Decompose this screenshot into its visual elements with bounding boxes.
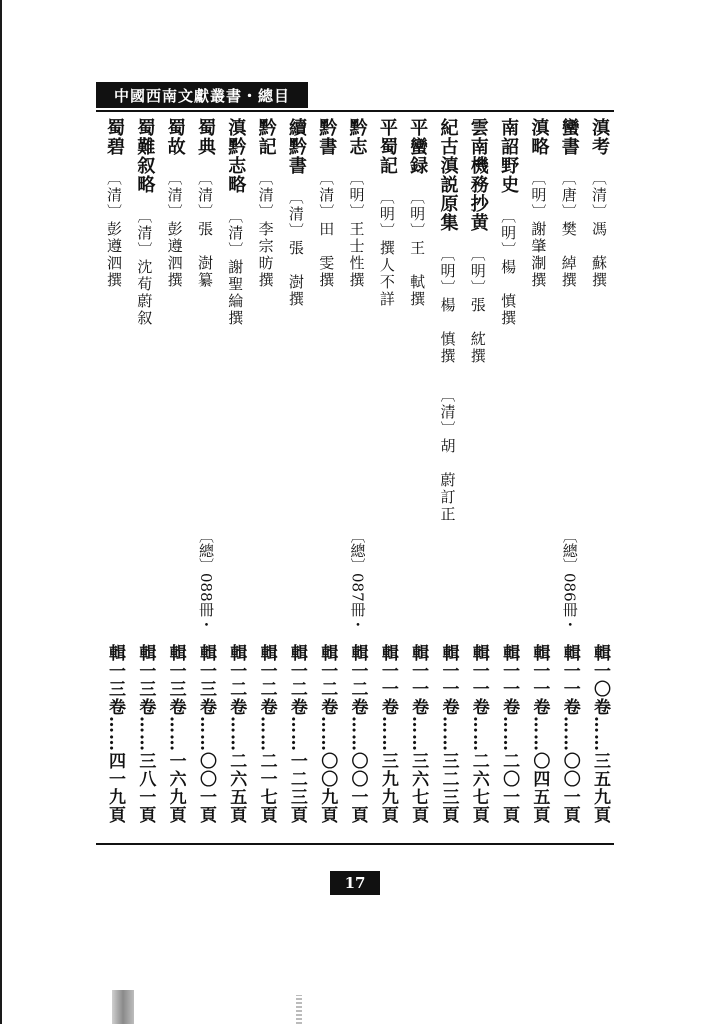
entry-title: 平蜀記 bbox=[376, 118, 398, 175]
catalog-entry bbox=[343, 114, 372, 840]
scan-artifact bbox=[112, 990, 134, 1024]
catalog-entry bbox=[373, 114, 402, 840]
page-edge bbox=[0, 0, 2, 1024]
volume-mark bbox=[161, 528, 190, 638]
entry-author: 〔明〕王 軾撰 bbox=[408, 189, 427, 308]
volume-mark bbox=[433, 528, 462, 638]
entry-title: 蜀碧 bbox=[104, 118, 125, 156]
catalog-entry bbox=[100, 114, 129, 840]
entry-author: 〔清〕田 雯撰 bbox=[317, 170, 336, 289]
entry-location: 輯一三卷……四一九頁 bbox=[105, 644, 125, 824]
entry-title: 蜀典 bbox=[194, 118, 216, 156]
entry-location: 輯一一卷……三六七頁 bbox=[408, 644, 429, 824]
entry-author: 〔明〕張 紞撰 bbox=[468, 246, 487, 365]
entry-location: 輯一一卷……〇〇一頁 bbox=[559, 644, 580, 824]
page-number bbox=[330, 871, 380, 895]
entry-location: 輯一二卷……一二三頁 bbox=[286, 644, 307, 824]
running-header bbox=[96, 82, 308, 108]
volume-mark bbox=[373, 528, 402, 638]
catalog-entry bbox=[585, 114, 614, 840]
entry-title: 雲南機務抄黄 bbox=[467, 118, 489, 232]
catalog-entry bbox=[312, 114, 341, 840]
volume-mark bbox=[282, 528, 311, 638]
catalog-entry bbox=[464, 114, 493, 840]
entry-location: 輯一〇卷……三五九頁 bbox=[590, 644, 610, 824]
entry-author: 〔明〕撰人不詳 bbox=[377, 189, 396, 308]
entry-location: 輯一二卷……二一七頁 bbox=[256, 644, 277, 824]
entry-author: 〔清〕李宗昉撰 bbox=[256, 170, 275, 289]
bottom-rule bbox=[96, 843, 614, 845]
entry-location: 輯一一卷……三九九頁 bbox=[377, 644, 398, 824]
entry-location: 輯一一卷……二〇一頁 bbox=[499, 644, 520, 824]
volume-mark: 〔總〕087冊・ bbox=[348, 528, 367, 632]
entry-author: 〔清〕彭遵泗撰 bbox=[105, 170, 123, 289]
entry-title: 滇考 bbox=[589, 118, 610, 156]
entry-location: 輯一一卷……二六七頁 bbox=[468, 644, 489, 824]
entry-title: 紀古滇説原集 bbox=[437, 118, 459, 232]
entry-author: 〔明〕楊 慎撰 bbox=[499, 208, 518, 327]
entry-title: 續黔書 bbox=[285, 118, 307, 175]
entry-title: 平蠻録 bbox=[407, 118, 429, 175]
page-number-text: 17 bbox=[344, 874, 366, 892]
entry-location: 輯一三卷……〇〇一頁 bbox=[195, 644, 216, 824]
volume-mark bbox=[494, 528, 523, 638]
entry-title: 南詔野史 bbox=[498, 118, 520, 194]
entry-author: 〔唐〕樊 綽撰 bbox=[559, 170, 578, 289]
entry-title: 黔志 bbox=[346, 118, 368, 156]
entry-location: 輯一三卷……一六九頁 bbox=[165, 644, 186, 824]
catalog-entry bbox=[524, 114, 553, 840]
entry-title: 蜀故 bbox=[164, 118, 186, 156]
catalog-entry bbox=[161, 114, 190, 840]
entry-author: 〔明〕謝肇淛撰 bbox=[529, 170, 548, 289]
entry-location: 輯一一卷……〇四五頁 bbox=[529, 644, 550, 824]
entry-author: 〔明〕王士性撰 bbox=[347, 170, 366, 289]
entry-author: 〔明〕楊 慎撰 bbox=[438, 246, 457, 365]
volume-mark bbox=[585, 528, 614, 638]
catalog-entry bbox=[494, 114, 523, 840]
volume-mark bbox=[464, 528, 493, 638]
volume-mark bbox=[252, 528, 281, 638]
entry-title: 滇黔志略 bbox=[225, 118, 247, 194]
entry-title: 滇略 bbox=[528, 118, 550, 156]
running-header-title: 中國西南文獻叢書・總目 bbox=[113, 86, 290, 105]
entry-author: 〔清〕沈荀蔚叙 bbox=[135, 208, 154, 327]
entry-title: 蜀難叙略 bbox=[134, 118, 156, 194]
volume-mark: 〔總〕088冊・ bbox=[196, 528, 215, 632]
volume-mark bbox=[221, 528, 250, 638]
entry-author: 〔清〕謝聖綸撰 bbox=[226, 208, 245, 327]
entry-location: 輯一三卷……三八一頁 bbox=[135, 644, 156, 824]
entry-location: 輯一一卷……三二三頁 bbox=[438, 644, 459, 824]
catalog-columns bbox=[100, 114, 614, 840]
volume-mark bbox=[312, 528, 341, 638]
catalog-entry bbox=[191, 114, 220, 840]
volume-mark: 〔總〕086冊・ bbox=[560, 528, 579, 632]
entry-title: 黔書 bbox=[316, 118, 338, 156]
volume-mark bbox=[524, 528, 553, 638]
entry-author: 〔清〕彭遵泗撰 bbox=[165, 170, 184, 289]
catalog-entry bbox=[403, 114, 432, 840]
scan-artifact bbox=[296, 995, 302, 1024]
catalog-entry bbox=[433, 114, 462, 840]
catalog-entry bbox=[252, 114, 281, 840]
entry-title: 黔記 bbox=[255, 118, 277, 156]
entry-author-2: 〔清〕胡 蔚訂正 bbox=[438, 387, 457, 523]
catalog-entry bbox=[221, 114, 250, 840]
catalog-entry bbox=[130, 114, 159, 840]
volume-mark bbox=[130, 528, 159, 638]
entry-title: 蠻書 bbox=[558, 118, 580, 156]
volume-mark bbox=[403, 528, 432, 638]
entry-author: 〔清〕馮 蘇撰 bbox=[590, 170, 608, 289]
top-rule bbox=[96, 110, 614, 112]
entry-location: 輯一二卷……〇〇一頁 bbox=[347, 644, 368, 824]
entry-author: 〔清〕張 澍纂 bbox=[195, 170, 214, 289]
entry-author: 〔清〕張 澍撰 bbox=[286, 189, 305, 308]
volume-mark bbox=[100, 528, 129, 638]
catalog-entry bbox=[282, 114, 311, 840]
entry-location: 輯一二卷……〇〇九頁 bbox=[317, 644, 338, 824]
entry-location: 輯一二卷……二六五頁 bbox=[226, 644, 247, 824]
catalog-entry bbox=[555, 114, 584, 840]
